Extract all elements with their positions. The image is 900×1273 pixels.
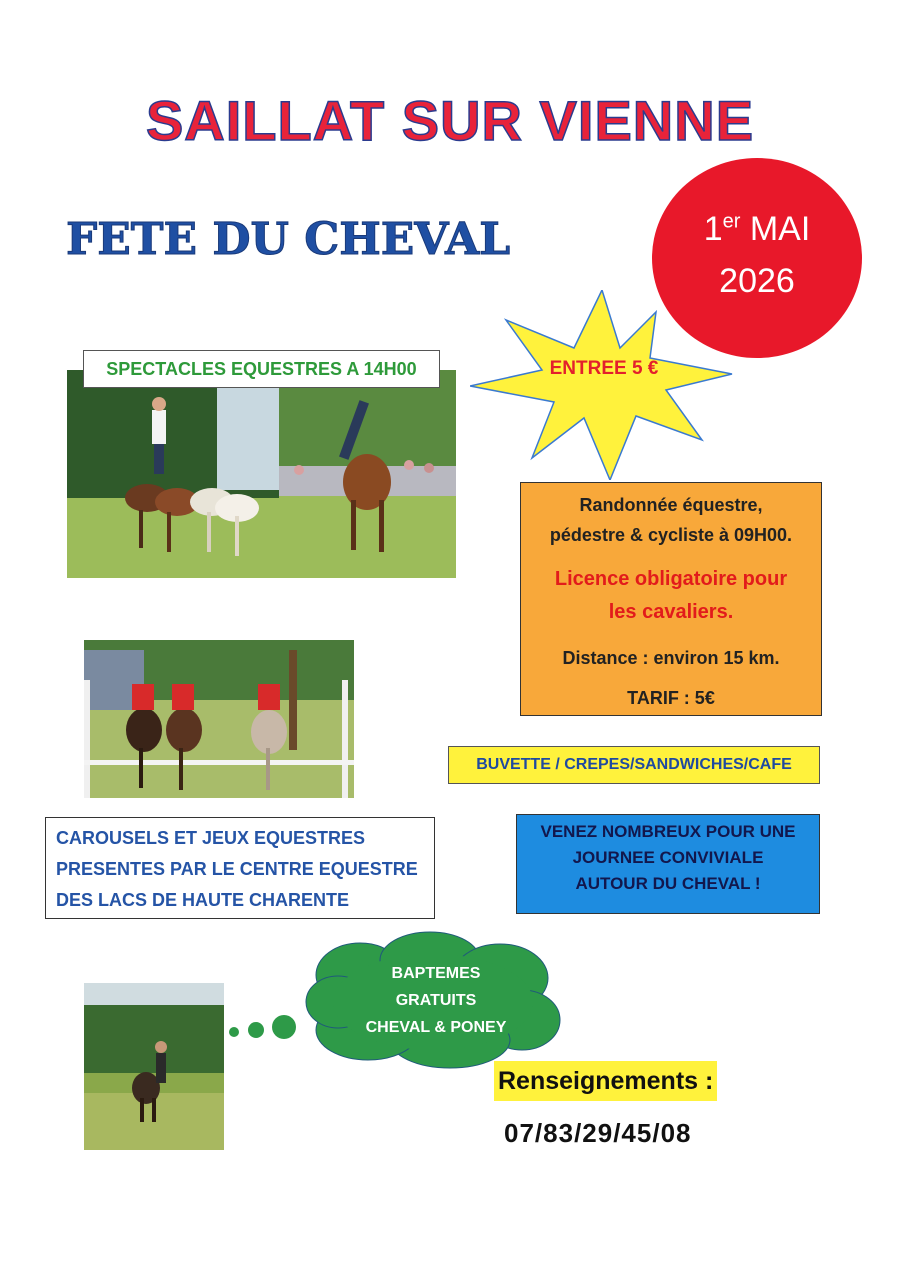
ride-line2: pédestre & cycliste à 09H00. xyxy=(549,525,793,545)
invite-box xyxy=(516,814,820,914)
contact-phone: 07/83/29/45/08 xyxy=(504,1118,692,1148)
invite-line3: AUTOUR DU CHEVAL ! xyxy=(575,874,761,893)
date-day-suffix: er xyxy=(722,210,741,233)
carousels-line1: CAROUSELS ET JEUX EQUESTRES xyxy=(56,828,366,848)
photo-carousel-riders xyxy=(84,640,354,798)
ride-info-box xyxy=(520,482,822,716)
license-line1: Licence obligatoire pour xyxy=(554,568,788,590)
carousels-line2: PRESENTES PAR LE CENTRE EQUESTRE xyxy=(56,859,418,879)
date-month: MAI xyxy=(749,210,811,248)
baptism-text xyxy=(330,960,542,1041)
photo-horse-stunt xyxy=(279,370,456,578)
refreshments-label: BUVETTE / CREPES/SANDWICHES/CAFE xyxy=(448,746,820,784)
distance-text: Distance : environ 15 km. xyxy=(562,648,780,668)
photo-horse-riders xyxy=(67,370,279,578)
baptism-line2: GRATUITS xyxy=(395,992,477,1009)
tarif-text: TARIF : 5€ xyxy=(627,688,715,708)
date-day-month xyxy=(652,210,862,249)
carousels-box xyxy=(45,817,435,919)
date-day: 1 xyxy=(703,210,723,248)
invite-line1: VENEZ NOMBREUX POUR UNE xyxy=(540,822,796,841)
license-line2: les cavaliers. xyxy=(608,601,734,623)
ride-line1: Randonnée équestre, xyxy=(579,495,763,515)
event-title: FETE DU CHEVAL xyxy=(66,214,511,265)
contact-label: Renseignements : xyxy=(494,1061,717,1101)
shows-label: SPECTACLES EQUESTRES A 14H00 xyxy=(83,350,440,388)
baptism-line1: BAPTEMES xyxy=(391,965,481,982)
invite-line2: JOURNEE CONVIVIALE xyxy=(572,848,764,867)
thought-dots xyxy=(226,1012,300,1042)
carousels-line3: DES LACS DE HAUTE CHARENTE xyxy=(56,890,350,910)
page-title: SAILLAT SUR VIENNE xyxy=(145,89,755,152)
entry-price: ENTREE 5 € xyxy=(549,358,659,379)
photo-pony xyxy=(84,983,224,1150)
baptism-line3: CHEVAL & PONEY xyxy=(365,1019,507,1036)
date-year: 2026 xyxy=(719,262,795,300)
starburst-shape xyxy=(470,290,734,480)
